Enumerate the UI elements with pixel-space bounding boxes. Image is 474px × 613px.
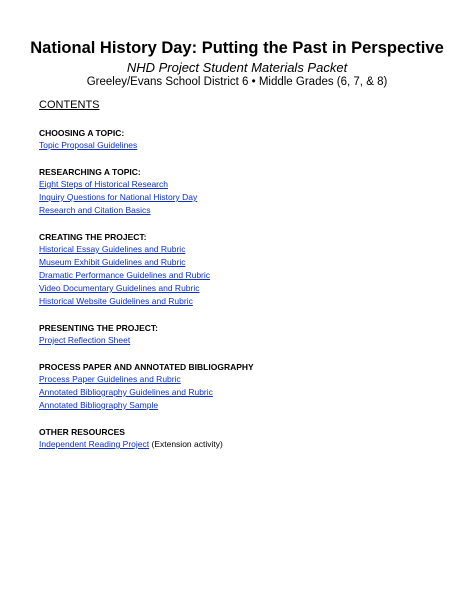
section-heading: CHOOSING A TOPIC: <box>39 128 125 138</box>
section-other-resources <box>39 426 439 451</box>
link-historical-website[interactable]: Historical Website Guidelines and Rubric <box>39 295 193 306</box>
section-links <box>39 438 439 451</box>
link-inquiry-questions[interactable]: Inquiry Questions for National History Day <box>39 191 198 202</box>
section-creating-project <box>39 231 439 307</box>
list-item <box>39 269 439 282</box>
section-links <box>39 178 439 217</box>
contents-label: CONTENTS <box>39 99 100 111</box>
section-heading: OTHER RESOURCES <box>39 427 125 437</box>
school-line: Greeley/Evans School District 6 • Middle Grades (6, 7, & 8) <box>86 76 388 88</box>
link-annotated-bibliography-sample[interactable]: Annotated Bibliography Sample <box>39 399 159 410</box>
section-presenting-project <box>39 322 439 347</box>
link-topic-proposal-guidelines[interactable]: Topic Proposal Guidelines <box>39 140 138 150</box>
list-item <box>39 191 439 204</box>
list-item <box>39 204 439 217</box>
list-item <box>39 139 439 152</box>
document-subtitle: NHD Project Student Materials Packet <box>126 60 348 75</box>
link-eight-steps-research[interactable]: Eight Steps of Historical Research <box>39 179 168 189</box>
section-links <box>39 334 439 347</box>
section-heading: PRESENTING THE PROJECT: <box>39 323 159 333</box>
list-item <box>39 178 439 191</box>
document-title: National History Day: Putting the Past in Perspective <box>30 39 444 57</box>
section-process-paper <box>39 361 439 412</box>
link-museum-exhibit[interactable]: Museum Exhibit Guidelines and Rubric <box>39 256 186 267</box>
list-item <box>39 243 439 256</box>
list-item <box>39 295 439 308</box>
extension-note: (Extension activity) <box>149 439 223 449</box>
list-item <box>39 334 439 347</box>
link-research-citation-basics[interactable]: Research and Citation Basics <box>39 204 151 215</box>
list-item <box>39 399 439 412</box>
section-links <box>39 139 439 152</box>
link-video-documentary[interactable]: Video Documentary Guidelines and Rubric <box>39 282 200 293</box>
link-project-reflection-sheet[interactable]: Project Reflection Sheet <box>39 335 131 345</box>
section-links <box>39 373 439 412</box>
section-choosing-topic <box>39 127 439 152</box>
list-item <box>39 373 439 386</box>
list-item <box>39 256 439 269</box>
section-heading: RESEARCHING A TOPIC: <box>39 167 141 177</box>
link-historical-essay[interactable]: Historical Essay Guidelines and Rubric <box>39 244 186 254</box>
link-annotated-bibliography-guidelines[interactable]: Annotated Bibliography Guidelines and Rubric <box>39 386 213 397</box>
section-links <box>39 243 439 307</box>
section-heading: CREATING THE PROJECT: <box>39 232 147 242</box>
list-item <box>39 282 439 295</box>
link-independent-reading-project[interactable]: Independent Reading Project <box>39 439 150 449</box>
link-process-paper-guidelines[interactable]: Process Paper Guidelines and Rubric <box>39 374 181 384</box>
list-item <box>39 386 439 399</box>
link-dramatic-performance[interactable]: Dramatic Performance Guidelines and Rubric <box>39 269 211 280</box>
section-heading: PROCESS PAPER AND ANNOTATED BIBLIOGRAPHY <box>39 362 254 372</box>
section-researching-topic <box>39 166 439 217</box>
list-item <box>39 438 439 451</box>
